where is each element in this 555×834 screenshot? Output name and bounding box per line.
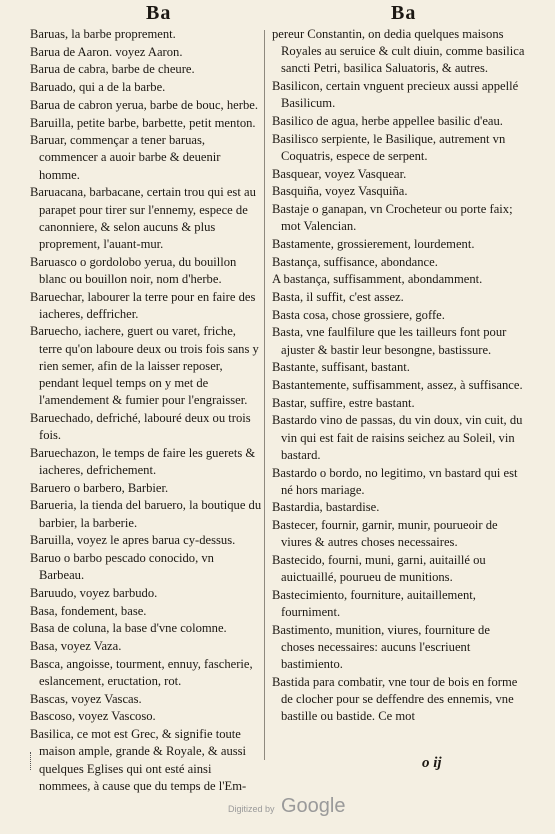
- dictionary-entry: Bastimento, munition, viures, fourniture de choses necessaires: aucuns l'escriuent bastimiento.: [272, 622, 490, 672]
- dictionary-entry: Basta, il suffit, c'est assez.: [272, 290, 404, 305]
- dictionary-entry: Bastamente, grossierement, lourdement.: [272, 236, 475, 251]
- dictionary-entry: Baruilla, voyez le apres barua cy-dessus.: [30, 533, 236, 548]
- margin-mark: [30, 752, 37, 770]
- dictionary-entry: Baruar, commençar a tener baruas, commencer a auoir barbe & deuenir homme.: [30, 133, 221, 182]
- dictionary-entry: Bastardia, bastardise.: [272, 500, 380, 515]
- signature-mark: o ij: [422, 755, 442, 771]
- dictionary-entry: Baruechar, labourer la terre pour en faire des iacheres, deffricher.: [30, 289, 256, 321]
- watermark-brand: Google: [280, 795, 346, 817]
- right-column: [272, 26, 526, 726]
- dictionary-entry: Basta cosa, chose grossiere, goffe.: [272, 307, 445, 322]
- dictionary-entry: Basca, angoisse, tourment, ennuy, fascherie, eslancement, eructation, rot.: [30, 656, 253, 689]
- dictionary-entry: pereur Constantin, on dedia quelques maisons Royales au seruice & cult diuin, comme basilica sancti Petri, basilica Saluatoris, & autres.: [272, 27, 525, 76]
- digitized-watermark: [228, 795, 345, 818]
- dictionary-entry: Basilicon, certain vnguent precieux aussi appellé Basilicum.: [272, 79, 519, 111]
- dictionary-entry: Barua de Aaron. voyez Aaron.: [30, 44, 183, 59]
- dictionary-entry: Basa de coluna, la base d'vne colomne.: [30, 621, 227, 636]
- dictionary-entry: Bastida para combatir, vne tour de bois en forme de clocher pour se deffendre des ennemis, vne bastille ou bastide. Ce mot: [272, 675, 518, 724]
- dictionary-entry: Bastecido, fourni, muni, garni, auitaillé ou auictuaillé, pourueu de munitions.: [272, 553, 486, 585]
- running-head-left: Ba: [146, 2, 172, 24]
- dictionary-entry: Barua de cabra, barbe de cheure.: [30, 62, 195, 77]
- dictionary-entry: Bascas, voyez Vascas.: [30, 691, 142, 706]
- dictionary-entry: Baruero o barbero, Barbier.: [30, 480, 169, 495]
- dictionary-entry: Baruado, qui a de la barbe.: [30, 80, 166, 95]
- dictionary-entry: Basquiña, voyez Vasquiña.: [272, 184, 408, 199]
- dictionary-entry: Bastar, suffire, estre bastant.: [272, 395, 415, 410]
- dictionary-entry: Basilisco serpiente, le Basilique, autrement vn Coquatris, espece de serpent.: [272, 131, 506, 163]
- dictionary-entry: Bastecimiento, fourniture, auitaillement, fourniment.: [272, 588, 476, 620]
- dictionary-entry: Basta, vne faulfilure que les tailleurs font pour ajuster & bastir leur besongne, bastissure.: [272, 325, 507, 357]
- dictionary-entry: Barueria, la tienda del baruero, la boutique du barbier, la barberie.: [30, 498, 262, 530]
- dictionary-entry: Bastecer, fournir, garnir, munir, pourueoir de viures & autres choses necessaires.: [272, 518, 498, 550]
- dictionary-entry: Basa, fondement, base.: [30, 603, 147, 618]
- dictionary-entry: Basa, voyez Vaza.: [30, 639, 122, 654]
- dictionary-entry: Bastantemente, suffisamment, assez, à suffisance.: [272, 378, 523, 393]
- running-head-right: Ba: [391, 2, 417, 24]
- dictionary-entry: Bascoso, voyez Vascoso.: [30, 709, 156, 724]
- dictionary-entry: Barua de cabron yerua, barbe de bouc, herbe.: [30, 97, 258, 112]
- dictionary-entry: Bastança, suffisance, abondance.: [272, 254, 438, 269]
- dictionary-entry: Baruacana, barbacane, certain trou qui est au parapet pour tirer sur l'ennemy, espece de canonniere, & selon aucuns & plus proprement, l'auant-mur.: [30, 185, 256, 251]
- dictionary-entry: A bastança, suffisamment, abondamment.: [272, 272, 483, 287]
- dictionary-entry: Basilico de agua, herbe appellee basilic d'eau.: [272, 114, 503, 129]
- dictionary-entry: Baruo o barbo pescado conocido, vn Barbeau.: [30, 551, 214, 583]
- column-divider: [264, 30, 265, 760]
- left-column: [30, 26, 262, 795]
- dictionary-entry: Baruechazon, le temps de faire les guerets & iacheres, defrichement.: [30, 445, 256, 478]
- dictionary-entry: Basilica, ce mot est Grec, & signifie toute maison ample, grande & Royale, & aussi quelques Eglises qui ont esté ainsi nommees, à cause que du temps de l'Em-: [30, 727, 247, 793]
- dictionary-entry: Baruilla, petite barbe, barbette, petit menton.: [30, 115, 256, 130]
- dictionary-entry: Bastante, suffisant, bastant.: [272, 360, 410, 375]
- dictionary-entry: Baruasco o gordolobo yerua, du bouillon blanc ou bouillon noir, nom d'herbe.: [30, 254, 237, 286]
- watermark-prefix: Digitized by: [228, 804, 275, 814]
- dictionary-entry: Bastardo o bordo, no legitimo, vn bastard qui est né hors mariage.: [272, 465, 518, 497]
- dictionary-entry: Baruechado, defriché, labouré deux ou trois fois.: [30, 410, 251, 443]
- dictionary-entry: Baruas, la barbe proprement.: [30, 27, 176, 41]
- dictionary-entry: Baruecho, iachere, guert ou varet, friche, terre qu'on laboure deux ou trois fois sans y rien semer, afin de la laisser reposer, pendant lequel temps on y met de l'amendement & fumier pour l'engraisser.: [30, 324, 259, 408]
- dictionary-entry: Baruudo, voyez barbudo.: [30, 586, 158, 600]
- dictionary-entry: Bastardo vino de passas, du vin doux, vin cuit, du vin qui est fait de raisins seichez au Soleil, vin bastard.: [272, 413, 523, 462]
- dictionary-entry: Basquear, voyez Vasquear.: [272, 166, 407, 181]
- dictionary-entry: Bastaje o ganapan, vn Crocheteur ou porte faix; mot Valencian.: [272, 202, 513, 234]
